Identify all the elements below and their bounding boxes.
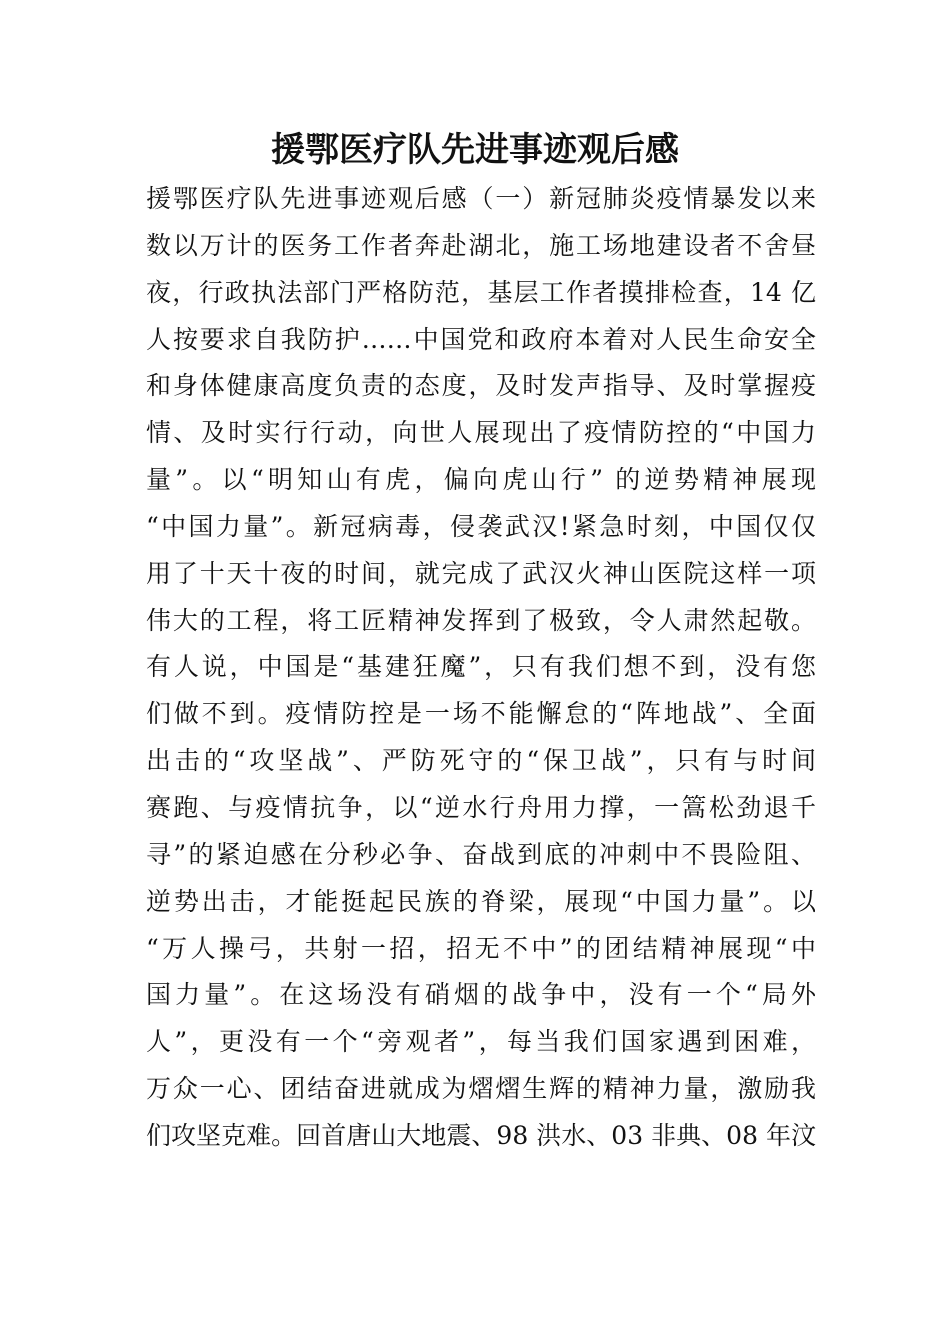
body-line: 逆势出击，才能挺起民族的脊梁，展现“中国力量”。以 xyxy=(146,886,816,916)
body-line: 人按要求自我防护……中国党和政府本着对人民生命安全 xyxy=(146,324,816,354)
body-line: 援鄂医疗队先进事迹观后感（一）新冠肺炎疫情暴发以来 xyxy=(146,184,816,213)
body-line: 用了十天十夜的时间，就完成了武汉火神山医院这样一项 xyxy=(146,558,816,588)
body-line: 量”。以“明知山有虎，偏向虎山行” 的逆势精神展现 xyxy=(146,465,816,495)
body-line: 们攻坚克难。回首唐山大地震、98 洪水、03 非典、08 年汶 xyxy=(146,1120,816,1150)
body-line: 万众一心、团结奋进就成为熠熠生辉的精神力量，激励我 xyxy=(146,1074,816,1104)
body-line: “万人操弓，共射一招，招无不中”的团结精神展现“中 xyxy=(146,933,816,963)
body-line: 寻”的紧迫感在分秒必争、奋战到底的冲刺中不畏险阻、 xyxy=(146,839,816,869)
document-title: 援鄂医疗队先进事迹观后感 xyxy=(271,130,679,170)
body-line: 出击的“攻坚战”、严防死守的“保卫战”，只有与时间 xyxy=(146,746,816,776)
body-line: 国力量”。在这场没有硝烟的战争中，没有一个“局外 xyxy=(146,980,816,1010)
body-line: 情、及时实行行动，向世人展现出了疫情防控的“中国力 xyxy=(146,418,816,448)
body-line: 们做不到。疫情防控是一场不能懈怠的“阵地战”、全面 xyxy=(146,699,816,729)
body-line: 和身体健康高度负责的态度，及时发声指导、及时掌握疫 xyxy=(146,371,816,401)
body-line: 数以万计的医务工作者奔赴湖北，施工场地建设者不舍昼 xyxy=(146,230,816,260)
body-line: 夜，行政执法部门严格防范，基层工作者摸排检查，14 亿 xyxy=(146,277,816,307)
body-line: 赛跑、与疫情抗争，以“逆水行舟用力撑，一篙松劲退千 xyxy=(146,792,816,822)
document-body xyxy=(146,176,816,1160)
body-line: 伟大的工程，将工匠精神发挥到了极致，令人肃然起敬。 xyxy=(146,605,816,635)
body-line: 人”，更没有一个“旁观者”，每当我们国家遇到困难， xyxy=(146,1027,816,1057)
body-line: 有人说，中国是“基建狂魔”，只有我们想不到，没有您 xyxy=(146,652,816,682)
body-line: “中国力量”。新冠病毒，侵袭武汉!紧急时刻，中国仅仅 xyxy=(146,511,816,541)
